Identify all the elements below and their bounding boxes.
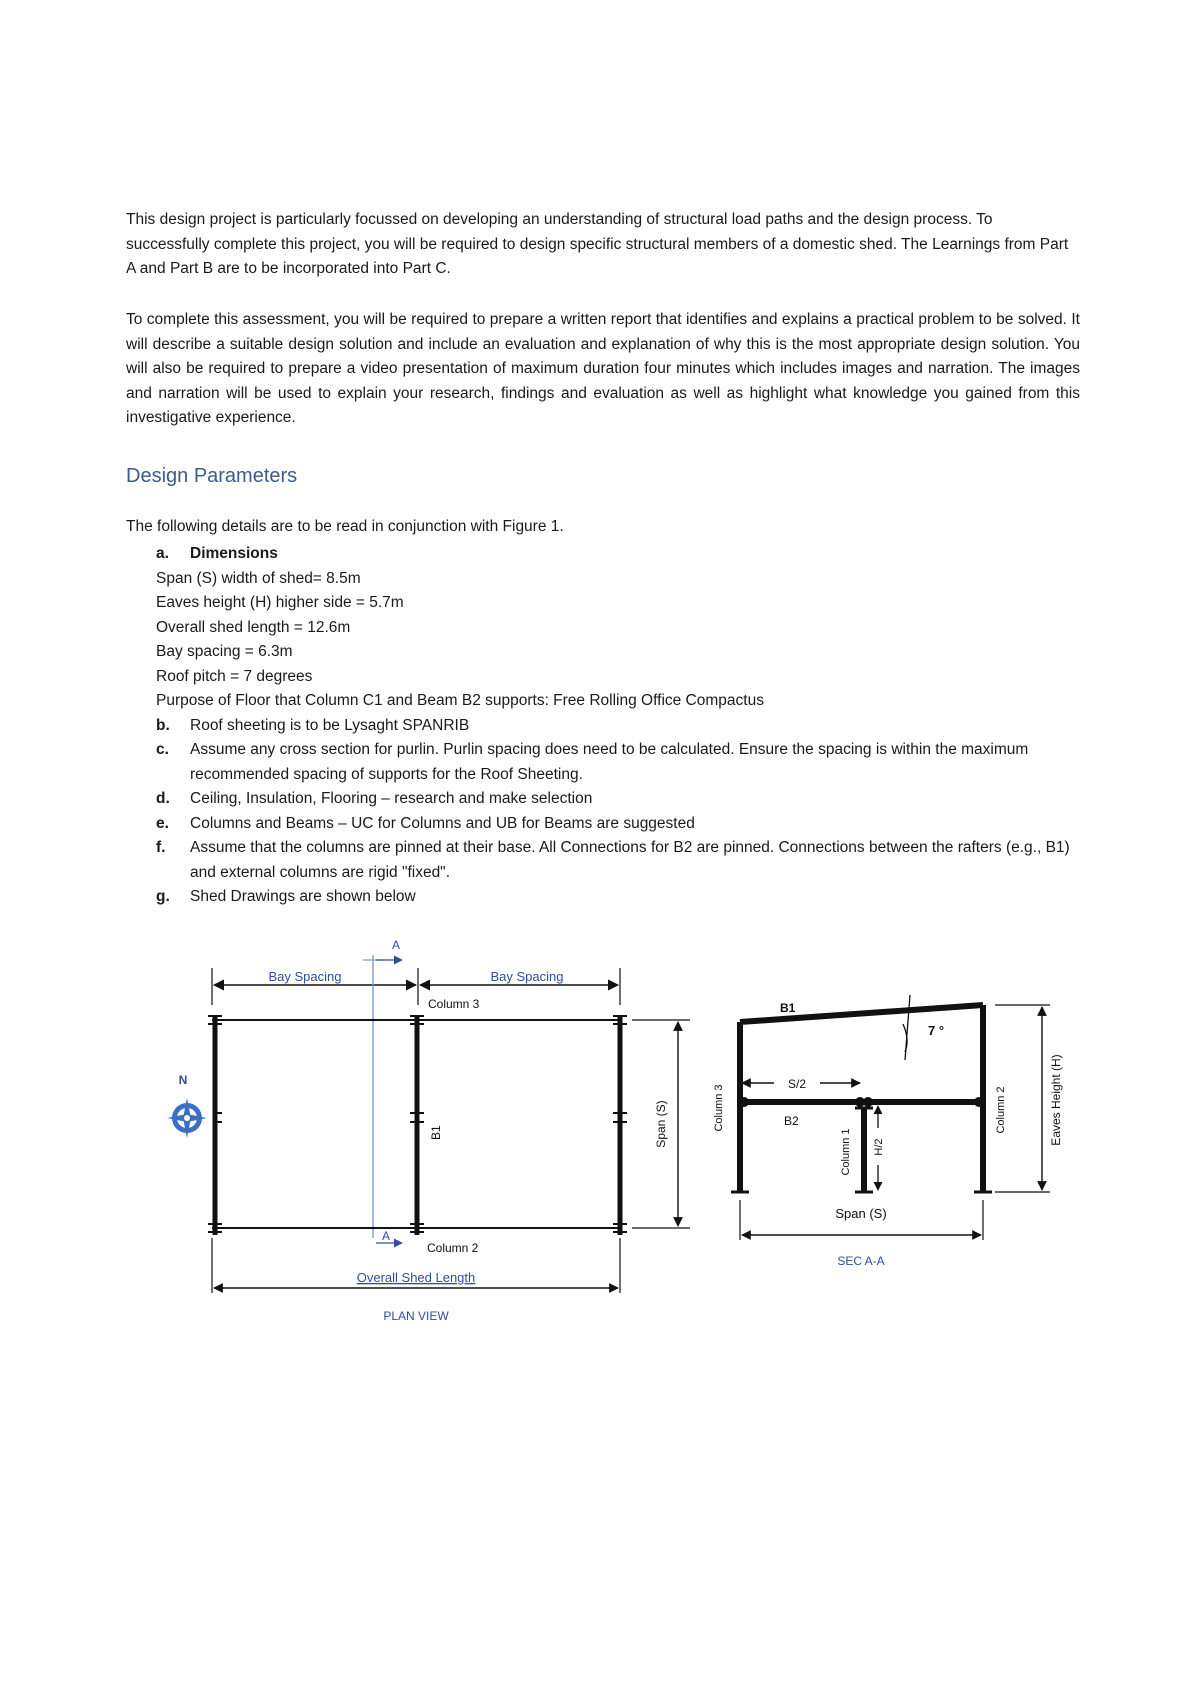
intro-paragraph-1: This design project is particularly focussed on developing an understanding of structural load paths and the design process. To successfully complete this project, you will be required to design specific structural members of a domestic shed. The Learnings from Part A and Part B are to be incorporated into Part C. xyxy=(126,211,1069,277)
compass-icon xyxy=(167,1098,207,1138)
column-2-section-label: Column 2 xyxy=(995,1086,1007,1134)
section-a-a xyxy=(713,995,1063,1268)
half-height-label: H/2 xyxy=(873,1138,885,1156)
list-item: d. Ceiling, Insulation, Flooring – research and make selection xyxy=(156,790,593,807)
column-2-label: Column 2 xyxy=(427,1241,479,1255)
section-mark-top: A xyxy=(391,938,401,952)
list-item: f. Assume that the columns are pinned at their base. All Connections for B2 are pinned. Connections between the rafters (e.g., B1) and external columns are rigid "fixed". xyxy=(156,839,1070,881)
floor-purpose: Purpose of Floor that Column C1 and Beam B2 supports: Free Rolling Office Compactus xyxy=(156,692,764,709)
dimension-pitch: Roof pitch = 7 degrees xyxy=(156,667,313,685)
span-plan-label: Span (S) xyxy=(654,1100,668,1148)
bay-spacing-label-left: Bay Spacing xyxy=(268,969,342,984)
plan-view-caption: PLAN VIEW xyxy=(383,1309,449,1323)
column-1-section-label: Column 1 xyxy=(840,1128,852,1176)
column-3-section-label: Column 3 xyxy=(713,1084,725,1132)
section-caption: SEC A-A xyxy=(837,1254,885,1268)
dimension-length: Overall shed length = 12.6m xyxy=(156,618,351,636)
b2-section-label: B2 xyxy=(784,1114,799,1128)
parameters-intro: The following details are to be read in conjunction with Figure 1. xyxy=(126,518,564,535)
dimension-span: Span (S) width of shed= 8.5m xyxy=(156,569,361,587)
list-item: c. Assume any cross section for purlin. Purlin spacing does need to be calculated. Ensure the spacing is within the maximum recommended spacing of supports for the Roof Sheeting. xyxy=(156,741,1029,783)
list-item: b. Roof sheeting is to be Lysaght SPANRIB xyxy=(156,716,470,734)
eaves-height-label: Eaves Height (H) xyxy=(1049,1054,1063,1146)
column-3-label: Column 3 xyxy=(428,997,480,1011)
overall-length-label: Overall Shed Length xyxy=(356,1270,476,1285)
bay-spacing-label-right: Bay Spacing xyxy=(490,969,564,984)
list-item: a. Dimensions xyxy=(156,545,278,562)
dimension-bay: Bay spacing = 6.3m xyxy=(156,643,293,660)
rafter-b1-section xyxy=(740,1005,983,1022)
section-heading: Design Parameters xyxy=(126,465,298,487)
b1-section-label: B1 xyxy=(780,1001,796,1015)
list-item: g. Shed Drawings are shown below xyxy=(156,888,416,905)
north-label: N xyxy=(178,1073,188,1087)
list-item: e. Columns and Beams – UC for Columns and UB for Beams are suggested xyxy=(156,814,695,832)
section-mark-bottom: A xyxy=(381,1229,391,1243)
plan-view xyxy=(167,938,690,1323)
roof-pitch-label: 7 ° xyxy=(928,1023,945,1038)
b1-plan-label: B1 xyxy=(429,1125,443,1140)
dimension-eaves: Eaves height (H) higher side = 5.7m xyxy=(156,594,404,611)
span-section-label: Span (S) xyxy=(835,1206,887,1221)
half-span-label: S/2 xyxy=(787,1077,807,1091)
intro-paragraph-2: To complete this assessment, you will be required to prepare a written report that identifies and explains a practical problem to be solved. It will describe a suitable design solution and include an evaluation and explanation of why this is the most appropriate design solution. You will also be required to prepare a video presentation of maximum duration four minutes which includes images and narration. The images and narration will be used to explain your research, findings and evaluation as well as highlight what knowledge you gained from this investigative experience. xyxy=(126,311,1080,426)
